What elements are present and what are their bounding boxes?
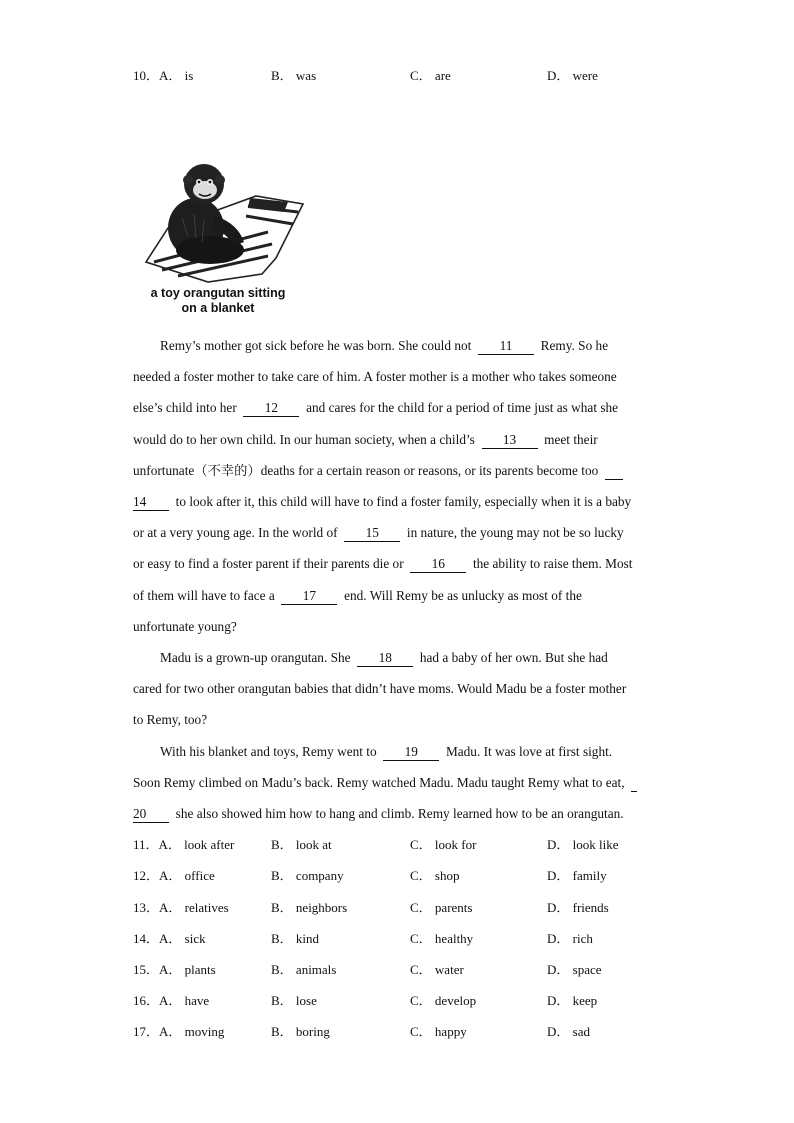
figure-caption [138, 286, 298, 316]
question-16 [133, 991, 673, 1011]
blank-18[interactable]: 18 [357, 650, 413, 667]
blank-13[interactable]: 13 [482, 432, 538, 449]
option-b[interactable]: B． look at [271, 837, 332, 852]
question-15 [133, 960, 673, 980]
option-d[interactable]: D． sad [547, 1024, 590, 1039]
blank-16[interactable]: 16 [410, 556, 466, 573]
passage-line: cared for two other orangutan babies that didn’t have moms. Would Madu be a foster mother [133, 681, 627, 696]
question-17 [133, 1022, 673, 1042]
figure-caption-line-1: a toy orangutan sitting [150, 286, 286, 300]
toy-orangutan-illustration [138, 158, 308, 283]
blank-20-start[interactable] [631, 775, 637, 792]
option-a[interactable]: 16．A． have [133, 993, 210, 1008]
blank-15[interactable]: 15 [344, 525, 400, 542]
figure-caption-line-2: on a blanket [181, 301, 255, 315]
question-13 [133, 898, 673, 918]
option-d[interactable]: D． keep [547, 993, 598, 1008]
blank-20[interactable]: 20 [133, 806, 169, 823]
blank-17[interactable]: 17 [281, 588, 337, 605]
blank-11[interactable]: 11 [478, 338, 534, 355]
blank-19[interactable]: 19 [383, 744, 439, 761]
option-a[interactable]: 14．A． sick [133, 931, 206, 946]
option-a[interactable]: 11．A． look after [133, 837, 235, 852]
passage-line: would do to her own child. In our human society, when a child’s 13 meet their [133, 432, 598, 447]
option-a[interactable]: 12．A． office [133, 868, 215, 883]
option-d[interactable]: D． family [547, 868, 607, 883]
passage-line: to Remy, too? [133, 712, 208, 727]
option-c[interactable]: C． happy [410, 1024, 467, 1039]
option-b[interactable]: B． boring [271, 1024, 330, 1039]
option-c[interactable]: C． look for [410, 837, 477, 852]
option-c[interactable]: C． shop [410, 868, 460, 883]
question-11 [133, 835, 673, 855]
option-c[interactable]: C． develop [410, 993, 477, 1008]
option-b[interactable]: B． animals [271, 962, 337, 977]
option-b[interactable]: B． kind [271, 931, 320, 946]
option-d[interactable]: D． space [547, 962, 602, 977]
question-10-option-c: C． are [410, 68, 451, 83]
passage-line: 14 to look after it, this child will have to find a foster family, especially when it is a baby [133, 494, 632, 509]
question-10 [133, 66, 673, 86]
blank-12[interactable]: 12 [243, 400, 299, 417]
passage-line: Soon Remy climbed on Madu’s back. Remy watched Madu. Madu taught Remy what to eat, [133, 773, 637, 793]
orangutan-figure [138, 158, 308, 323]
option-b[interactable]: B． company [271, 868, 344, 883]
passage-line: of them will have to face a 17 end. Will Remy be as unlucky as most of the [133, 588, 582, 603]
option-a[interactable]: 17．A． moving [133, 1024, 225, 1039]
passage-line: unfortunate（不幸的）deaths for a certain reason or reasons, or its parents become too [133, 461, 623, 481]
option-a[interactable]: 13．A． relatives [133, 900, 229, 915]
option-d[interactable]: D． friends [547, 900, 609, 915]
blank-14-start[interactable] [605, 463, 623, 480]
option-b[interactable]: B． lose [271, 993, 317, 1008]
passage-line: 20 she also showed him how to hang and climb. Remy learned how to be an orangutan. [133, 806, 624, 821]
passage-line: or easy to find a foster parent if their parents die or 16 the ability to raise them. Most [133, 556, 633, 571]
passage-line: else’s child into her 12 and cares for the child for a period of time just as what she [133, 400, 619, 415]
question-10-option-b: B． was [271, 68, 317, 83]
option-c[interactable]: C． water [410, 962, 464, 977]
option-a[interactable]: 15．A． plants [133, 962, 216, 977]
passage-line: With his blanket and toys, Remy went to 19 Madu. It was love at first sight. [160, 744, 613, 759]
passage-line: needed a foster mother to take care of him. A foster mother is a mother who takes someone [133, 369, 617, 384]
passage-line: or at a very young age. In the world of 15 in nature, the young may not be so lucky [133, 525, 624, 540]
option-c[interactable]: C． healthy [410, 931, 474, 946]
option-c[interactable]: C． parents [410, 900, 473, 915]
blank-14[interactable]: 14 [133, 494, 169, 511]
option-d[interactable]: D． look like [547, 837, 619, 852]
passage-line: Remy’s mother got sick before he was born. She could not 11 Remy. So he [160, 338, 609, 353]
question-10-option-d: D． were [547, 68, 598, 83]
option-b[interactable]: B． neighbors [271, 900, 348, 915]
passage-line: Madu is a grown-up orangutan. She 18 had a baby of her own. But she had [160, 650, 608, 665]
question-12 [133, 866, 673, 886]
option-d[interactable]: D． rich [547, 931, 593, 946]
passage-line: unfortunate young? [133, 619, 237, 634]
question-10-option-a: 10．A． is [133, 68, 194, 83]
question-14 [133, 929, 673, 949]
